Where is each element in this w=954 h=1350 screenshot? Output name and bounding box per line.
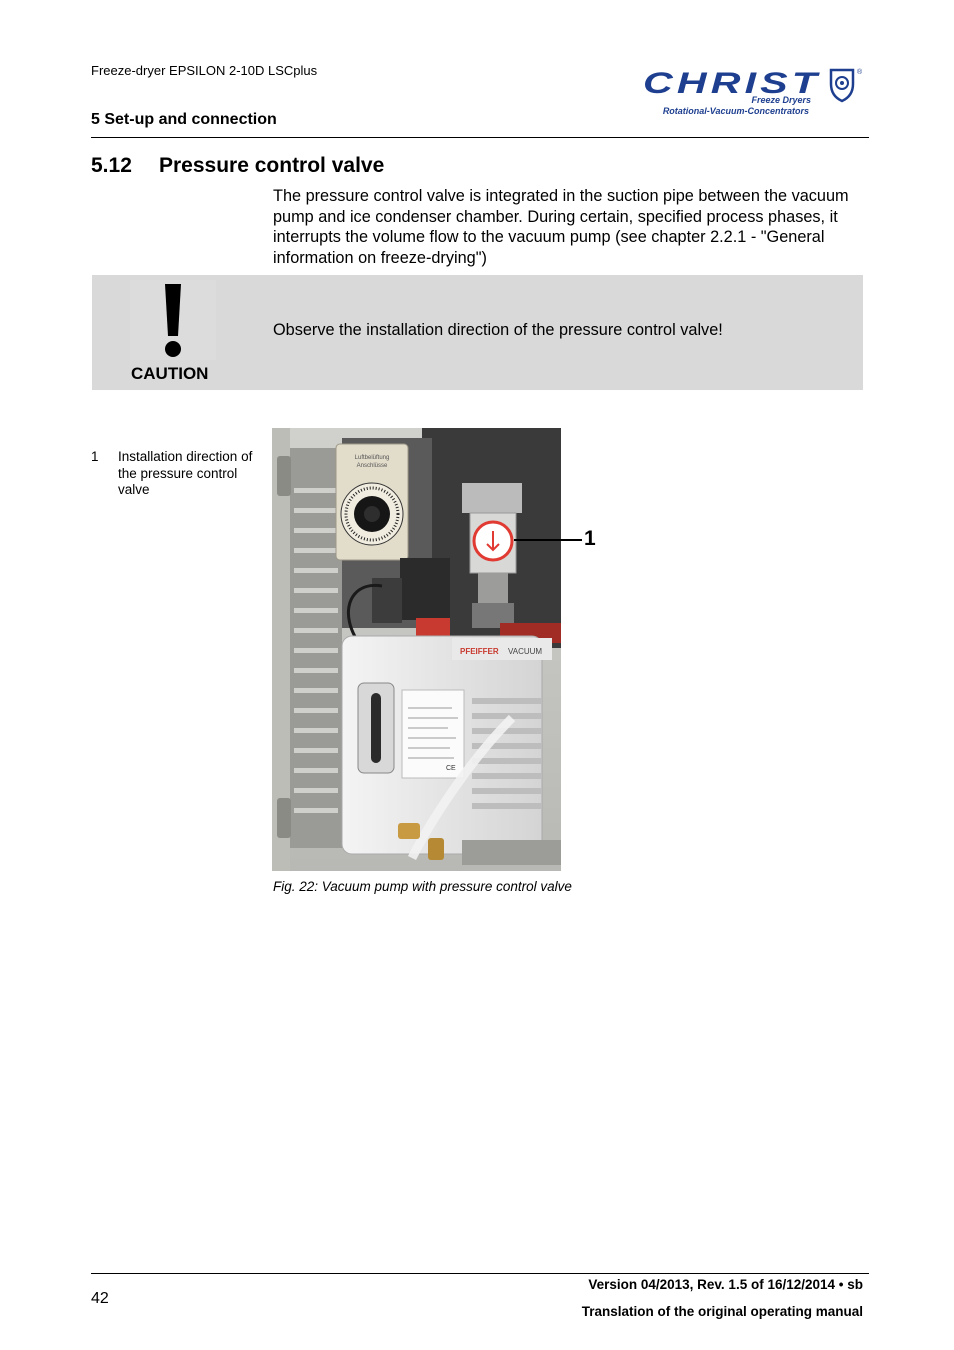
exclamation-icon	[130, 280, 216, 360]
ce-mark: CE	[446, 765, 456, 772]
intro-paragraph: The pressure control valve is integrated in the suction pipe between the vacuum pump and ice condenser chamber. During certain, specified process phases, it interrupts the volume flow to the vacuum pump (see chapter 2.2.1 - "General information on freeze-drying")	[273, 187, 849, 267]
page-number: 42	[91, 1290, 109, 1307]
logo-line2: Rotational-Vacuum-Concentrators	[662, 106, 809, 116]
logo-swirl-icon	[831, 70, 853, 101]
pump-model: VACUUM	[508, 647, 543, 656]
logo-registered-mark: ®	[857, 69, 863, 76]
section-title: Pressure control valve	[159, 154, 385, 177]
caution-label: CAUTION	[131, 364, 209, 383]
section-number: 5.12	[91, 154, 132, 177]
logo-brand: CHRIST	[643, 67, 821, 100]
knob-label-2: Anschlüsse	[356, 463, 388, 469]
translation-note: Translation of the original operating manual	[581, 1304, 863, 1319]
header-divider	[91, 137, 869, 138]
callout-number: 1	[584, 527, 596, 550]
legend-number: 1	[91, 449, 99, 464]
version-info: Version 04/2013, Rev. 1.5 of 16/12/2014 • sb	[588, 1277, 863, 1292]
running-section-header: 5 Set-up and connection	[91, 111, 277, 128]
figure-caption: Fig. 22: Vacuum pump with pressure control valve	[273, 879, 572, 894]
document-title: Freeze-dryer EPSILON 2-10D LSCplus	[91, 63, 318, 78]
section-heading	[91, 154, 384, 178]
footer-divider	[91, 1273, 869, 1274]
vacuum-pump-photo	[272, 428, 561, 871]
callout-line	[514, 539, 582, 541]
logo-line1: Freeze Dryers	[751, 95, 811, 105]
legend-text: Installation direction of the pressure control valve	[118, 449, 253, 497]
christ-logo	[641, 62, 867, 118]
caution-text: Observe the installation direction of the pressure control valve!	[273, 321, 723, 339]
pump-brand: PFEIFFER	[460, 647, 499, 656]
knob-label-1: Luftbelüftung	[354, 455, 390, 461]
